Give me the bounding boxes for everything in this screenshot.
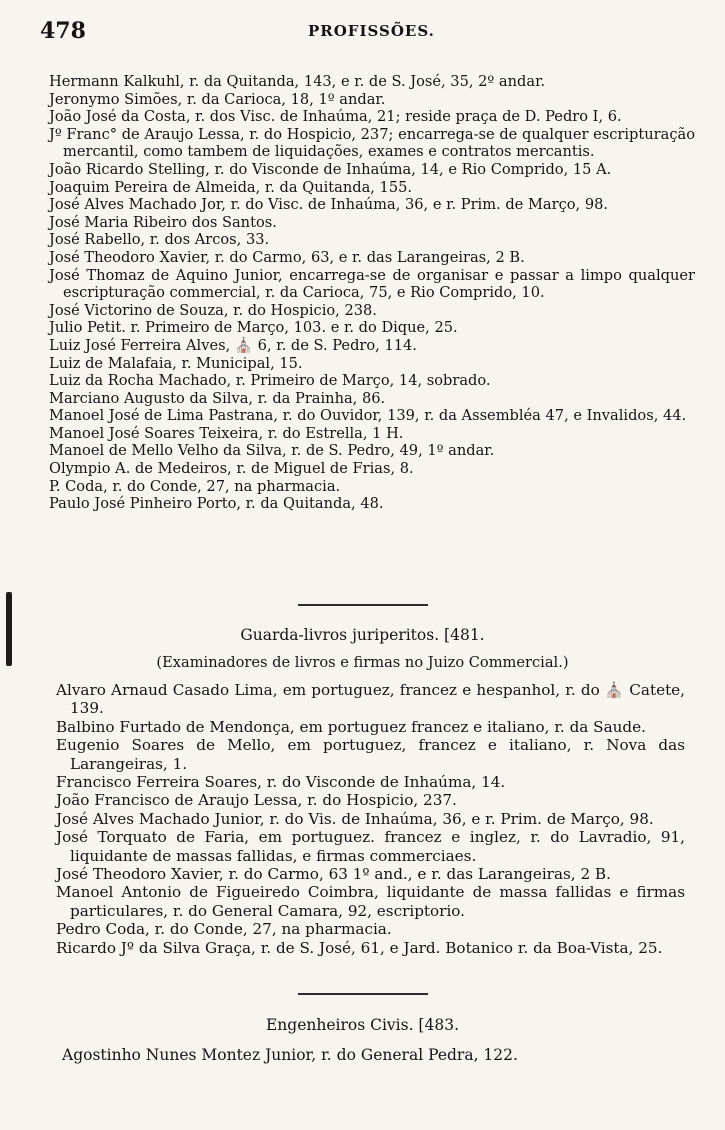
list-item: Manoel José de Lima Pastrana, r. do Ouvidor, 139, r. da Assembléa 47, e Invalidos, 44. (49, 407, 687, 425)
list-item: José Alves Machado Junior, r. do Vis. de Inhaúma, 36, e r. Prim. de Março, 98. (56, 809, 654, 828)
list-item: José Theodoro Xavier, r. do Carmo, 63, e r. das Larangeiras, 2 B. (49, 248, 525, 266)
list-item: Manoel José Soares Teixeira, r. do Estrella, 1 H. (49, 424, 404, 442)
list-item: Ricardo Jº da Silva Graça, r. de S. José, 61, e Jard. Botanico r. da Boa-Vista, 25. (56, 938, 663, 957)
list-item: Luiz de Malafaia, r. Municipal, 15. (49, 354, 303, 372)
list-item: Marciano Augusto da Silva, r. da Prainha, 86. (49, 389, 386, 407)
list-item: Eugenio Soares de Mello, em portuguez, francez e italiano, r. Nova das Larangeiras, 1. (56, 736, 685, 773)
list-item: Paulo José Pinheiro Porto, r. da Quitanda, 48. (49, 495, 384, 513)
list-item: José Rabello, r. dos Arcos, 33. (49, 231, 270, 249)
list-item: Pedro Coda, r. do Conde, 27, na pharmacia. (56, 920, 392, 939)
list-item: Agostinho Nunes Montez Junior, r. do General Pedra, 122. (62, 1046, 518, 1064)
list-item: Luiz José Ferreira Alves, ⛪ 6, r. de S. Pedro, 114. (49, 336, 417, 354)
page-number: 478 (40, 18, 86, 44)
list-item: Francisco Ferreira Soares, r. do Visconde de Inhaúma, 14. (56, 773, 506, 792)
list-item: José Maria Ribeiro dos Santos. (49, 213, 277, 231)
professions-list (49, 73, 695, 513)
list-item: José Theodoro Xavier, r. do Carmo, 63 1º and., e r. das Larangeiras, 2 B. (56, 865, 611, 884)
section-divider (298, 993, 428, 995)
list-item: José Victorino de Souza, r. do Hospicio, 238. (49, 301, 377, 319)
section-subtitle: (Examinadores de livros e firmas no Juizo Commercial.) (156, 654, 569, 671)
list-item: José Torquato de Faria, em portuguez. francez e inglez, r. do Lavradio, 91, liquidante de massas fallidas, e firmas commerciaes. (56, 828, 685, 865)
list-item: Olympio A. de Medeiros, r. de Miguel de Frias, 8. (49, 460, 414, 478)
list-item: Joaquim Pereira de Almeida, r. da Quitanda, 155. (49, 178, 413, 196)
page-header (40, 18, 685, 48)
list-item: P. Coda, r. do Conde, 27, na pharmacia. (49, 477, 341, 495)
engenheiros-list (62, 1046, 685, 1064)
section-divider (298, 604, 428, 606)
list-item: José Thomaz de Aquino Junior, encarrega-se de organisar e passar a limpo qualquer escripturação commercial, r. da Carioca, 75, e Rio Comprido, 10. (49, 266, 695, 302)
list-item: Alvaro Arnaud Casado Lima, em portuguez, francez e hespanhol, r. do ⛪ Catete, 139. (56, 681, 685, 718)
list-item: Balbino Furtado de Mendonça, em portuguez francez e italiano, r. da Saude. (56, 717, 646, 736)
list-item: Hermann Kalkuhl, r. da Quitanda, 143, e r. de S. José, 35, 2º andar. (49, 73, 546, 90)
list-item: João José da Costa, r. dos Visc. de Inhaúma, 21; reside praça de D. Pedro I, 6. (49, 108, 622, 126)
section-title-guarda-livros: Guarda-livros juriperitos. [481. (240, 626, 485, 644)
list-item: João Ricardo Stelling, r. do Visconde de Inhaúma, 14, e Rio Comprido, 15 A. (49, 160, 612, 178)
list-item: Luiz da Rocha Machado, r. Primeiro de Março, 14, sobrado. (49, 372, 491, 390)
list-item: Julio Petit. r. Primeiro de Março, 103. e r. do Dique, 25. (49, 319, 458, 337)
list-item: Jº Franc° de Araujo Lessa, r. do Hospicio, 237; encarrega-se de qualquer escripturação mercantil, como tambem de liquidações, exames e contratos mercantis. (49, 125, 695, 161)
list-item: José Alves Machado Jor, r. do Visc. de Inhaúma, 36, e r. Prim. de Março, 98. (49, 196, 609, 214)
list-item: Jeronymo Simões, r. da Carioca, 18, 1º andar. (49, 90, 386, 108)
list-item: Manoel Antonio de Figueiredo Coimbra, liquidante de massa fallidas e firmas particulares, r. do General Camara, 92, escriptorio. (56, 883, 685, 920)
section-title-engenheiros: Engenheiros Civis. [483. (265, 1016, 459, 1034)
guarda-livros-list (56, 681, 685, 957)
running-title: PROFISSÕES. (308, 22, 435, 40)
list-item: Manoel de Mello Velho da Silva, r. de S. Pedro, 49, 1º andar. (49, 442, 495, 460)
list-item: João Francisco de Araujo Lessa, r. do Hospicio, 237. (56, 791, 457, 810)
